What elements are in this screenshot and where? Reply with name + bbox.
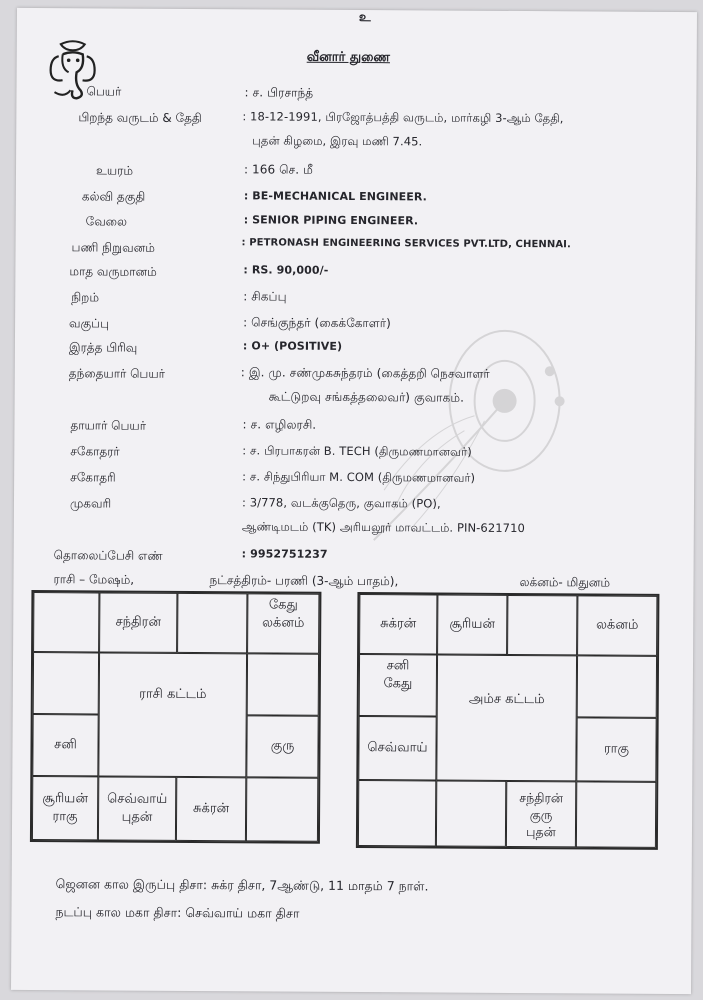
- value-mother: : ச. எழிலரசி.: [242, 417, 317, 432]
- amsa-cell-4-2: [436, 781, 506, 847]
- rasi-chart: [30, 590, 322, 844]
- current-dasa-text: நடப்பு கால மகா திசா: செவ்வாய் மகா திசா: [55, 904, 300, 921]
- rasi-cell-3-4: குரு: [246, 715, 318, 777]
- value-phone: : 9952751237: [241, 547, 328, 561]
- rasi-text: ராசி – மேஷம்,: [53, 572, 135, 587]
- value-address: : 3/778, வடக்குதெரு, குவாகம் (PO),: [241, 495, 441, 511]
- label-height: உயரம்: [95, 163, 134, 178]
- label-birth: பிறந்த வருடம் & தேதி: [78, 110, 202, 126]
- amsa-cell-3-1: செவ்வாய்: [358, 716, 436, 780]
- amsa-cell-4-4: [576, 781, 656, 847]
- amsa-cell-4-1: [358, 780, 436, 846]
- rasi-cell-4-1: சூரியன் ராகு: [32, 776, 98, 840]
- value-sister: : ச. சிந்துபிரியா M. COM (திருமணமானவர்): [242, 469, 476, 485]
- label-sister: சகோதரி: [70, 470, 116, 485]
- rasi-cell-2-1: [33, 652, 99, 714]
- label-income: மாத வருமானம்: [69, 264, 157, 279]
- value-job: : SENIOR PIPING ENGINEER.: [243, 213, 419, 228]
- rasi-cell-4-4: [246, 777, 318, 841]
- label-blood-group: இரத்த பிரிவு: [68, 340, 138, 355]
- rasi-center: [98, 652, 247, 777]
- label-job: வேலை: [85, 214, 128, 229]
- value-education: : BE-MECHANICAL ENGINEER.: [243, 189, 428, 204]
- value-name: : ச. பிரசாந்த்: [244, 85, 314, 100]
- amsa-cell-1-4: லக்னம்: [577, 595, 657, 655]
- amsa-center: [436, 655, 577, 782]
- value-blood-group: : O+ (POSITIVE): [242, 339, 343, 353]
- label-mother: தாயார் பெயர்: [70, 418, 147, 433]
- peacock-feather-watermark-icon: [354, 310, 585, 551]
- rasi-cell-4-2: செவ்வாய் புதன்: [98, 776, 176, 840]
- value-income: : RS. 90,000/-: [243, 263, 329, 277]
- value-company: : PETRONASH ENGINEERING SERVICES PVT.LTD, CHENNAI.: [241, 237, 571, 251]
- rasi-cell-2-4: [247, 653, 319, 715]
- rasi-cell-1-3: [177, 593, 247, 653]
- value-father-line2: கூட்டுறவு சங்கத்தலைவர்) குவாகம்.: [268, 389, 465, 405]
- label-phone: தொலைப்பேசி எண்: [53, 548, 163, 563]
- amsa-cell-1-1: சுக்ரன்: [359, 594, 437, 654]
- amsa-cell-2-4: [577, 655, 657, 717]
- lagnam-text: லக்னம்- மிதுனம்: [519, 575, 611, 590]
- amsa-cell-1-3: [507, 595, 577, 655]
- nakshatra-text: நட்சத்திரம்- பரணி (3-ஆம் பாதம்),: [209, 573, 399, 589]
- label-community: வகுப்பு: [69, 316, 110, 331]
- value-address-line2: ஆண்டிமடம் (TK) அரியலூர் மாவட்டம். PIN-621710: [241, 519, 526, 536]
- label-education: கல்வி தகுதி: [81, 189, 146, 204]
- rasi-cell-3-1: சனி: [32, 714, 98, 776]
- label-brother: சகோதரர்: [70, 444, 120, 459]
- rasi-cell-4-3: சுக்ரன்: [176, 777, 246, 841]
- dasa-balance-text: ஜெனன கால இருப்பு திசா: சுக்ர திசா, 7ஆண்டு, 11 மாதம் 7 நாள்.: [55, 876, 429, 894]
- rasi-cell-1-4: கேது லக்னம்: [247, 593, 319, 653]
- amsa-center-label: அம்ச கட்டம்: [468, 691, 545, 708]
- value-height: : 166 செ. மீ: [243, 162, 313, 177]
- label-name: பெயர்: [86, 84, 122, 99]
- value-community: : செங்குந்தர் (கைக்கோளர்): [243, 315, 391, 331]
- rasi-cell-1-2: சந்திரன்: [99, 592, 177, 652]
- rasi-center-label: ராசி கட்டம்: [139, 686, 207, 703]
- auspicious-mark: உ: [358, 10, 371, 26]
- value-birth: : 18-12-1991, பிரஜோத்பத்தி வருடம், மார்கழி 3-ஆம் தேதி,: [242, 109, 564, 126]
- value-father: : இ. மு. சண்முகசுந்தரம் (கைத்தறி நெசவாளர்: [240, 365, 490, 381]
- label-address: முகவரி: [69, 496, 112, 511]
- label-complexion: நிறம்: [71, 290, 100, 305]
- amsa-cell-3-4: ராகு: [576, 717, 656, 781]
- value-brother: : ச. பிரபாகரன் B. TECH (திருமணமானவர்): [242, 443, 472, 459]
- value-complexion: : சிகப்பு: [243, 289, 287, 304]
- page-title: வீனார் துணை: [306, 49, 391, 66]
- label-father: தந்தையார் பெயர்: [68, 366, 165, 381]
- horoscope-sheet: [11, 8, 697, 994]
- rasi-cell-1-1: [33, 592, 99, 652]
- label-company: பணி நிறுவனம்: [71, 240, 155, 255]
- value-birth-line2: புதன் கிழமை, இரவு மணி 7.45.: [252, 133, 423, 149]
- amsa-cell-2-1: சனி கேது: [359, 654, 437, 716]
- amsa-cell-1-2: சூரியன்: [437, 595, 507, 655]
- amsa-chart: [356, 592, 660, 850]
- amsa-cell-4-3: சந்திரன் குரு புதன்: [506, 781, 576, 847]
